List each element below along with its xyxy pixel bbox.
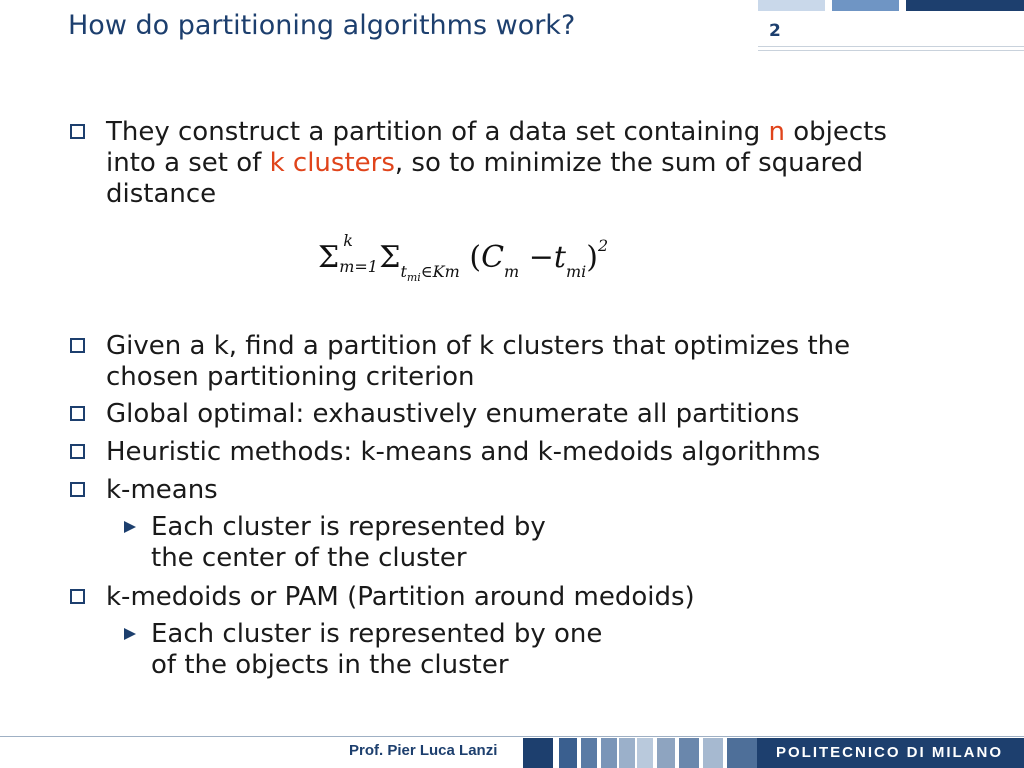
- checkbox-bullet-icon: [70, 589, 85, 604]
- footer-decor-block: [703, 738, 723, 768]
- footer-author: Prof. Pier Luca Lanzi: [349, 742, 498, 759]
- footer-decor-block: [523, 738, 553, 768]
- footer-decor-block: [679, 738, 699, 768]
- bullet-k-means: k-means: [106, 475, 218, 505]
- footer-decor-block: [581, 738, 597, 768]
- checkbox-bullet-icon: [70, 124, 85, 139]
- subbullet-k-medoids: Each cluster is represented by one: [151, 619, 603, 649]
- checkbox-bullet-icon: [70, 482, 85, 497]
- footer-decor-block: [637, 738, 653, 768]
- bullet-global-optimal: Global optimal: exhaustively enumerate all partitions: [106, 399, 800, 429]
- arrow-bullet-icon: [124, 521, 136, 533]
- checkbox-bullet-icon: [70, 444, 85, 459]
- bullet-partition-definition-line2: into a set of k clusters, so to minimize the sum of squared: [106, 148, 864, 178]
- header-decor-block: [758, 0, 825, 11]
- checkbox-bullet-icon: [70, 406, 85, 421]
- header-decor-block: [832, 0, 899, 11]
- subbullet-k-medoids-line2: of the objects in the cluster: [151, 650, 509, 680]
- header-rule: [758, 50, 1024, 51]
- sum-squared-distance-formula: Σ k m=1 $\Sigma_{t_{mi}\in Km}$ $(C_m -t_{mi})^2$: [318, 231, 609, 284]
- footer-decor-block: [601, 738, 617, 768]
- footer-decor-block: [657, 738, 675, 768]
- highlight-k-clusters: k clusters: [269, 148, 395, 178]
- bullet-partition-definition-line3: distance: [106, 179, 217, 209]
- page-number: 2: [769, 21, 781, 41]
- bullet-partition-definition: They construct a partition of a data set containing n objects: [106, 117, 887, 147]
- footer-decor-block: [727, 738, 757, 768]
- bullet-heuristic-methods: Heuristic methods: k-means and k-medoids algorithms: [106, 437, 821, 467]
- bullet-given-k-line2: chosen partitioning criterion: [106, 362, 475, 392]
- bullet-k-medoids: k-medoids or PAM (Partition around medoids): [106, 582, 695, 612]
- checkbox-bullet-icon: [70, 338, 85, 353]
- slide-title: How do partitioning algorithms work?: [68, 10, 576, 41]
- header-decor-block: [906, 0, 1024, 11]
- subbullet-k-means-line2: the center of the cluster: [151, 543, 467, 573]
- arrow-bullet-icon: [124, 628, 136, 640]
- bullet-given-k: Given a k, find a partition of k clusters that optimizes the: [106, 331, 851, 361]
- header-rule: [758, 46, 1024, 47]
- footer-decor-block: [559, 738, 577, 768]
- subbullet-k-means: Each cluster is represented by: [151, 512, 546, 542]
- highlight-n: n: [768, 117, 785, 147]
- footer-rule: [0, 736, 1024, 737]
- footer-decor-block: [619, 738, 635, 768]
- footer-institution: POLITECNICO DI MILANO: [776, 744, 1003, 761]
